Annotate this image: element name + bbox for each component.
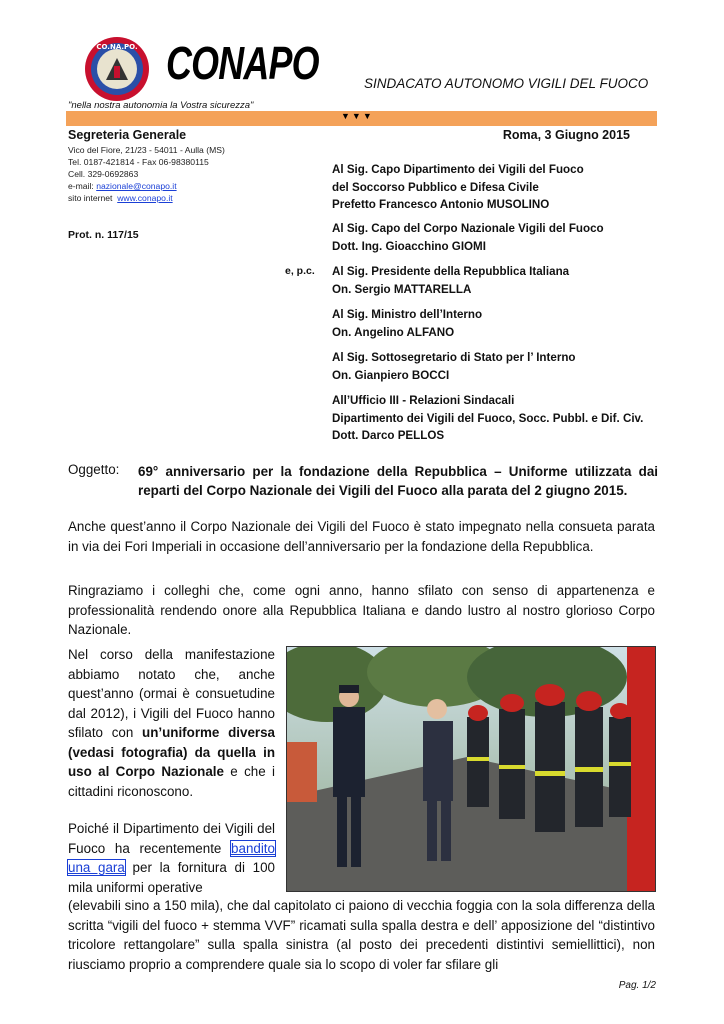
- body-paragraph-continued: (elevabili sino a 150 mila), che dal capitolato ci paiono di vecchia foggia con la sola differenza della scritta “vigili del fuoco + stemma VVF” ricamati sulla spalla destra e dell’ apposizione del “distintivo tricolore rettangolare” sulla spalla sinistra (al posto dei precedenti distintivi semiellittici), non riusciamo proprio a comprendere quale sia lo scopo di voler far sfilare gli: [68, 898, 655, 972]
- logo-text: CO.NA.PO.: [96, 43, 138, 51]
- sender-email-line: [68, 181, 177, 191]
- body-paragraph: Poiché il Dipartimento dei Vigili del Fuoco ha recentemente bandito una gara per la fornitura di 100 mila uniformi operative: [68, 821, 275, 895]
- sender-address: Vico del Fiore, 21/23 - 54011 - Aulla (MS): [68, 145, 225, 155]
- recipient-block: All’Ufficio III - Relazioni Sindacali Dipartimento dei Vigili del Fuoco, Socc. Pubbl. e Dif. Civ. Dott. Darco PELLOS: [332, 394, 644, 442]
- conapo-logo: [84, 36, 150, 102]
- recipient-block: Al Sig. Presidente della Repubblica Italiana On. Sergio MATTARELLA: [332, 265, 570, 296]
- letter-date: Roma, 3 Giugno 2015: [502, 128, 630, 142]
- brand-name: CONAPO: [166, 37, 319, 89]
- recipient-block: Al Sig. Sottosegretario di Stato per l’ Interno On. Gianpiero BOCCI: [332, 351, 576, 382]
- site-label: sito internet: [68, 193, 113, 203]
- recipient-block: Al Sig. Capo Dipartimento dei Vigili del Fuoco del Soccorso Pubblico e Difesa Civile Prefetto Francesco Antonio MUSOLINO: [332, 163, 584, 211]
- protocol-number: Prot. n. 117/15: [68, 229, 139, 241]
- body-paragraph: Anche quest’anno il Corpo Nazionale dei Vigili del Fuoco è stato impegnato nella consueta parata in via dei Fori Imperiali in occasione dell’anniversario per la fondazione della Repubblica.: [68, 519, 655, 554]
- page-number: Pag. 1/2: [618, 980, 656, 991]
- subject-text: 69° anniversario per la fondazione della Repubblica – Uniforme utilizzata dai reparti del Corpo Nazionale dei Vigili del Fuoco alla parata del 2 giugno 2015.: [138, 464, 658, 498]
- motto: "nella nostra autonomia la Vostra sicurezza": [68, 100, 254, 111]
- sender-site-line: [68, 193, 173, 203]
- subject-label: Oggetto:: [68, 462, 120, 477]
- chevron-down-icon: ▼▼▼: [341, 111, 374, 121]
- recipient-block: Al Sig. Capo del Corpo Nazionale Vigili del Fuoco Dott. Ing. Gioacchino GIOMI: [332, 222, 604, 253]
- email-link[interactable]: nazionale@conapo.it: [96, 181, 177, 191]
- sender-phone: Tel. 0187-421814 - Fax 06-98380115: [68, 157, 209, 167]
- email-label: e-mail:: [68, 181, 94, 191]
- union-name: SINDACATO AUTONOMO VIGILI DEL FUOCO: [364, 76, 649, 91]
- sender-cell: Cell. 329-0692863: [68, 169, 139, 179]
- cc-label: e, p.c.: [285, 265, 315, 277]
- site-link[interactable]: www.conapo.it: [117, 193, 173, 203]
- sender-title: Segreteria Generale: [68, 128, 187, 142]
- recipient-block: Al Sig. Ministro dell’Interno On. Angelino ALFANO: [332, 308, 483, 339]
- body-paragraph: Nel corso della manifestazione abbiamo notato che, anche quest’anno (ormai è consuetudine dal 2012), i Vigili del Fuoco hanno sfilato con un’uniforme diversa (vedasi fotografia) da quella in uso al Corpo Nazionale e che i cittadini riconoscono.: [68, 647, 275, 799]
- tender-link[interactable]: bandito una gara: [68, 840, 275, 875]
- parade-photo: [286, 646, 656, 892]
- body-paragraph: Ringraziamo i colleghi che, come ogni anno, hanno sfilato con senso di appartenenza e professionalità rendendo onore alla Repubblica Italiana e dando lustro al nostro glorioso Corpo Nazionale.: [68, 583, 655, 637]
- emphasis-text: un’uniforme diversa (vedasi fotografia) da quella in uso al Corpo Nazionale: [68, 725, 275, 779]
